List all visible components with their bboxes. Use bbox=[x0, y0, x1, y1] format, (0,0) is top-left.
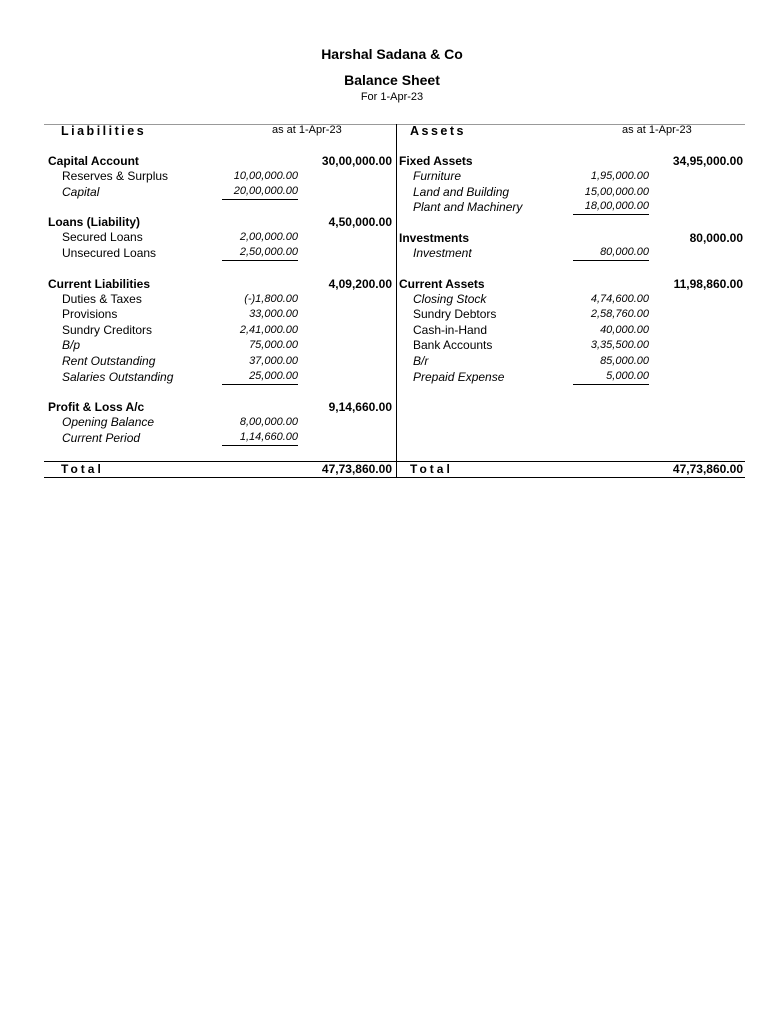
group-total: 11,98,860.00 bbox=[673, 277, 743, 291]
line-item-label: Plant and Machinery bbox=[413, 200, 523, 214]
line-item-amount: 15,00,000.00 bbox=[584, 186, 649, 198]
line-item-amount: 2,58,760.00 bbox=[590, 308, 649, 320]
line-item-label: Salaries Outstanding bbox=[62, 370, 174, 384]
liabilities-as-at: as at 1-Apr-23 bbox=[272, 124, 342, 136]
line-item-label: Current Period bbox=[62, 431, 141, 445]
line-item-amount: 33,000.00 bbox=[249, 308, 298, 320]
line-item-amount: 3,35,500.00 bbox=[590, 339, 649, 351]
line-item-label: Furniture bbox=[413, 169, 462, 183]
group-name: Current Liabilities bbox=[48, 277, 151, 291]
group-name: Capital Account bbox=[48, 154, 139, 168]
line-item-amount: 40,000.00 bbox=[600, 324, 649, 336]
group-name: Current Assets bbox=[399, 277, 485, 291]
total-top-rule bbox=[44, 461, 745, 462]
line-item-label: Cash-in-Hand bbox=[413, 323, 488, 337]
group-total: 30,00,000.00 bbox=[321, 154, 392, 168]
line-item-amount: 4,74,600.00 bbox=[590, 293, 649, 305]
assets-total-label: Total bbox=[410, 462, 453, 476]
line-item-label: Sundry Debtors bbox=[413, 307, 497, 321]
line-item-amount: 18,00,000.00 bbox=[573, 199, 649, 215]
line-item-amount: (-)1,800.00 bbox=[244, 293, 298, 305]
line-item-label: Rent Outstanding bbox=[62, 354, 156, 368]
line-item-label: Investment bbox=[413, 246, 472, 260]
line-item-label: Land and Building bbox=[413, 185, 510, 199]
center-divider bbox=[396, 124, 397, 478]
line-item-amount: 25,000.00 bbox=[222, 369, 298, 385]
line-item-label: Provisions bbox=[62, 307, 118, 321]
total-bottom-rule bbox=[44, 477, 745, 478]
line-item-amount: 2,00,000.00 bbox=[239, 231, 298, 243]
line-item-label: B/p bbox=[62, 338, 81, 352]
line-item-amount: 2,50,000.00 bbox=[222, 245, 298, 261]
line-item-amount: 1,14,660.00 bbox=[222, 430, 298, 446]
line-item-amount: 80,000.00 bbox=[573, 245, 649, 261]
report-period: For 1-Apr-23 bbox=[360, 91, 424, 103]
line-item-label: Bank Accounts bbox=[413, 338, 493, 352]
line-item-amount: 2,41,000.00 bbox=[239, 324, 298, 336]
company-name: Harshal Sadana & Co bbox=[321, 46, 463, 62]
group-total: 9,14,660.00 bbox=[328, 400, 392, 414]
line-item-label: Duties & Taxes bbox=[62, 292, 142, 306]
line-item-amount: 20,00,000.00 bbox=[222, 184, 298, 200]
group-name: Fixed Assets bbox=[399, 154, 473, 168]
line-item-amount: 10,00,000.00 bbox=[233, 170, 298, 182]
group-total: 80,000.00 bbox=[689, 231, 743, 245]
line-item-amount: 75,000.00 bbox=[249, 339, 298, 351]
line-item-amount: 5,000.00 bbox=[573, 369, 649, 385]
line-item-amount: 8,00,000.00 bbox=[239, 416, 298, 428]
line-item-amount: 37,000.00 bbox=[249, 355, 298, 367]
line-item-label: Secured Loans bbox=[62, 230, 143, 244]
line-item-label: Unsecured Loans bbox=[62, 246, 157, 260]
liabilities-total-label: Total bbox=[61, 462, 104, 476]
group-name: Loans (Liability) bbox=[48, 215, 141, 229]
assets-grand-total: 47,73,860.00 bbox=[672, 462, 743, 476]
group-total: 4,09,200.00 bbox=[328, 277, 392, 291]
group-total: 34,95,000.00 bbox=[672, 154, 743, 168]
assets-heading: Assets bbox=[410, 124, 466, 138]
line-item-label: Reserves & Surplus bbox=[62, 169, 169, 183]
report-title: Balance Sheet bbox=[344, 72, 440, 88]
line-item-label: Prepaid Expense bbox=[413, 370, 505, 384]
line-item-label: Opening Balance bbox=[62, 415, 155, 429]
line-item-label: Sundry Creditors bbox=[62, 323, 153, 337]
assets-as-at: as at 1-Apr-23 bbox=[622, 124, 692, 136]
liabilities-grand-total: 47,73,860.00 bbox=[321, 462, 392, 476]
line-item-amount: 1,95,000.00 bbox=[590, 170, 649, 182]
group-name: Investments bbox=[399, 231, 470, 245]
line-item-label: B/r bbox=[413, 354, 429, 368]
group-name: Profit & Loss A/c bbox=[48, 400, 145, 414]
line-item-label: Capital bbox=[62, 185, 100, 199]
liabilities-heading: Liabilities bbox=[61, 124, 147, 138]
group-total: 4,50,000.00 bbox=[328, 215, 392, 229]
line-item-amount: 85,000.00 bbox=[600, 355, 649, 367]
line-item-label: Closing Stock bbox=[413, 292, 487, 306]
